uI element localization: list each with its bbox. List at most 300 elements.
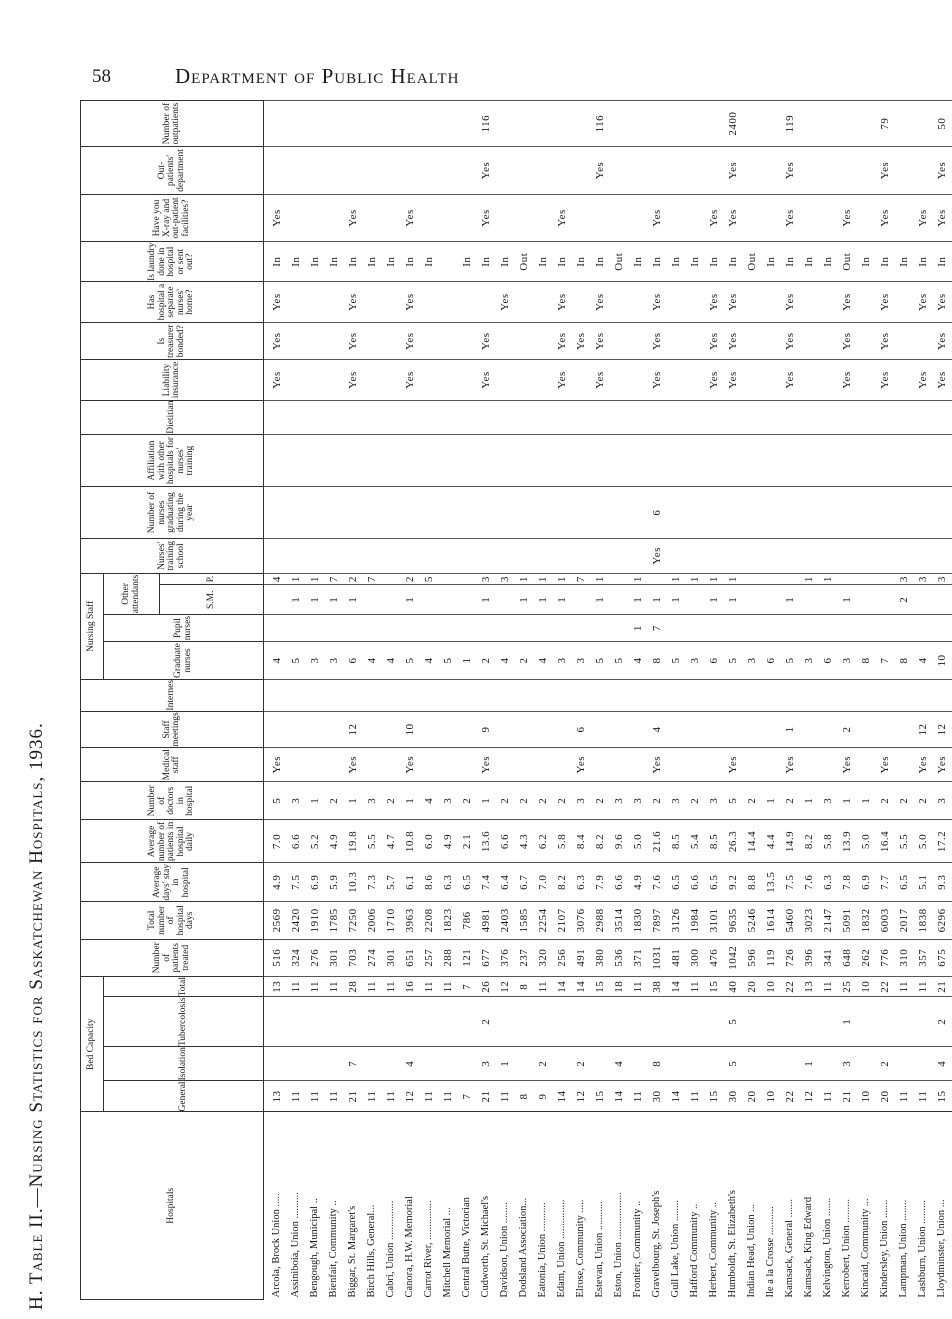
cell-meetings [857,711,876,748]
cell-laundry: In [344,242,363,282]
table-row [553,101,572,1300]
cell-medical [667,748,686,782]
table-row [838,101,857,1300]
cell-medical [534,748,553,782]
table-row [610,101,629,1300]
cell-dietitian [686,400,705,434]
cell-sm: 1 [287,585,306,615]
cell-liability [325,360,344,400]
cell-dietitian [306,400,325,434]
cell-sm: 1 [515,585,534,615]
cell-graduates: 4 [914,642,933,680]
cell-graduates: 3 [800,642,819,680]
cell-bonded [458,322,477,360]
cell-laundry: In [287,242,306,282]
cell-doctors: 2 [325,782,344,820]
page-number: 58 [92,66,111,87]
cell-p: 3 [933,573,952,585]
cell-laundry: In [629,242,648,282]
cell-sm: 1 [724,585,743,615]
cell-outpatients [743,101,762,147]
cell-opd [401,147,420,195]
cell-total: 16 [401,977,420,997]
cell-school [819,538,838,573]
cell-tuberculosis [876,997,895,1047]
cell-outpatients [857,101,876,147]
cell-meetings [629,711,648,748]
cell-meetings [325,711,344,748]
cell-bonded: Yes [477,322,496,360]
cell-general: 11 [819,1081,838,1112]
cell-total: 11 [914,977,933,997]
cell-days: 6296 [933,902,952,939]
cell-sm: 1 [667,585,686,615]
cell-opd [420,147,439,195]
cell-outpatients: 2400 [724,101,743,147]
cell-avg-patients: 19.8 [344,820,363,863]
cell-bonded [287,322,306,360]
cell-pupils [800,615,819,642]
cell-opd [325,147,344,195]
cell-graduating [439,487,458,539]
cell-liability: Yes [838,360,857,400]
cell-laundry: In [781,242,800,282]
cell-meetings [287,711,306,748]
cell-school [629,538,648,573]
cell-doctors: 2 [382,782,401,820]
cell-school [876,538,895,573]
cell-dietitian [914,400,933,434]
cell-graduates: 3 [572,642,591,680]
header-isolation: Isolation [104,1047,264,1081]
cell-outpatients [382,101,401,147]
cell-laundry: In [496,242,515,282]
cell-isolation [667,1047,686,1081]
cell-doctors: 2 [553,782,572,820]
cell-general: 11 [420,1081,439,1112]
cell-total: 7 [458,977,477,997]
cell-general: 11 [439,1081,458,1112]
cell-days: 2208 [420,902,439,939]
cell-bonded [306,322,325,360]
cell-meetings: 12 [344,711,363,748]
cell-xray: Yes [876,194,895,241]
cell-laundry: In [819,242,838,282]
cell-days: 1838 [914,902,933,939]
hospital-name: Humboldt, St. Elizabeth's [724,1112,743,1300]
cell-meetings [876,711,895,748]
cell-outpatients [515,101,534,147]
cell-avg-stay: 7.9 [591,863,610,902]
cell-liability: Yes [401,360,420,400]
cell-total: 11 [382,977,401,997]
cell-patients: 476 [705,939,724,977]
cell-tuberculosis [401,997,420,1047]
cell-avg-stay: 6.3 [572,863,591,902]
cell-avg-stay: 6.3 [439,863,458,902]
cell-pupils [458,615,477,642]
cell-isolation: 3 [477,1047,496,1081]
cell-affiliation [933,434,952,486]
cell-bonded [610,322,629,360]
hospital-name: Lloydminster, Union ... [933,1112,952,1300]
cell-bonded [895,322,914,360]
cell-total: 20 [743,977,762,997]
cell-xray: Yes [914,194,933,241]
cell-liability [363,360,382,400]
cell-graduating [838,487,857,539]
cell-meetings [895,711,914,748]
cell-p: 1 [287,573,306,585]
cell-graduating [819,487,838,539]
cell-sm: 1 [534,585,553,615]
hospital-name: Hafford Community .. [686,1112,705,1300]
cell-avg-patients: 7.0 [264,820,288,863]
cell-graduating [933,487,952,539]
running-head: Department of Public Health [175,64,460,88]
cell-sm [420,585,439,615]
cell-xray [534,194,553,241]
cell-sm [264,585,288,615]
cell-avg-patients: 6.0 [420,820,439,863]
cell-medical: Yes [933,748,952,782]
cell-total: 8 [515,977,534,997]
cell-medical [363,748,382,782]
cell-patients: 301 [325,939,344,977]
cell-avg-stay: 4.9 [629,863,648,902]
cell-dietitian [743,400,762,434]
cell-graduates: 3 [553,642,572,680]
cell-medical: Yes [648,748,667,782]
cell-isolation: 4 [933,1047,952,1081]
cell-internes [534,679,553,711]
cell-avg-stay: 8.8 [743,863,762,902]
hospital-name: Kamsack, General ....... [781,1112,800,1300]
table-row [591,101,610,1300]
cell-meetings: 6 [572,711,591,748]
cell-medical: Yes [838,748,857,782]
hospital-name: Cabri, Union ............... [382,1112,401,1300]
cell-avg-patients: 13.6 [477,820,496,863]
cell-tuberculosis: 5 [724,997,743,1047]
cell-general: 11 [306,1081,325,1112]
header-nursing-staff: Nursing Staff [81,573,104,679]
cell-opd [439,147,458,195]
cell-internes [420,679,439,711]
cell-sm: 1 [553,585,572,615]
cell-general: 20 [876,1081,895,1112]
cell-internes [705,679,724,711]
cell-sm: 1 [325,585,344,615]
cell-internes [895,679,914,711]
table-row [686,101,705,1300]
hospital-name: Assiniboia, Union .......... [287,1112,306,1300]
table-row [629,101,648,1300]
cell-laundry: In [724,242,743,282]
cell-patients: 274 [363,939,382,977]
cell-patients: 677 [477,939,496,977]
cell-bonded [420,322,439,360]
cell-affiliation [743,434,762,486]
cell-opd [629,147,648,195]
cell-graduates: 3 [686,642,705,680]
cell-internes [553,679,572,711]
cell-general: 11 [895,1081,914,1112]
cell-dietitian [838,400,857,434]
cell-affiliation [610,434,629,486]
cell-doctors: 2 [781,782,800,820]
header-average-stay: Average days' stay in hospital [81,863,264,902]
cell-isolation [306,1047,325,1081]
cell-days: 2107 [553,902,572,939]
cell-p: 5 [420,573,439,585]
cell-days: 1823 [439,902,458,939]
cell-graduating [515,487,534,539]
table-row [363,101,382,1300]
cell-bonded [857,322,876,360]
cell-general: 11 [629,1081,648,1112]
cell-outpatients [458,101,477,147]
header-graduating: Number of nurses graduating during the year [81,487,264,539]
cell-graduates: 4 [382,642,401,680]
cell-meetings [800,711,819,748]
cell-days: 1910 [306,902,325,939]
cell-affiliation [382,434,401,486]
cell-total: 11 [325,977,344,997]
cell-patients: 648 [838,939,857,977]
cell-general: 11 [382,1081,401,1112]
cell-avg-stay: 6.4 [496,863,515,902]
cell-avg-patients: 5.4 [686,820,705,863]
cell-pupils [686,615,705,642]
cell-meetings [458,711,477,748]
cell-patients: 1031 [648,939,667,977]
cell-liability [534,360,553,400]
header-p: P. [160,573,264,585]
cell-p: 1 [591,573,610,585]
cell-xray [325,194,344,241]
cell-graduates: 3 [325,642,344,680]
cell-medical [591,748,610,782]
cell-days: 1785 [325,902,344,939]
cell-sm: 1 [705,585,724,615]
cell-liability [800,360,819,400]
cell-affiliation [439,434,458,486]
cell-liability: Yes [477,360,496,400]
cell-affiliation [363,434,382,486]
cell-affiliation [705,434,724,486]
cell-school [515,538,534,573]
cell-school [496,538,515,573]
cell-sm: 1 [344,585,363,615]
cell-outpatients [705,101,724,147]
cell-internes [648,679,667,711]
cell-meetings [724,711,743,748]
cell-pupils: 1 [629,615,648,642]
hospital-name: Elrose, Community ..... [572,1112,591,1300]
cell-graduating [762,487,781,539]
cell-school [420,538,439,573]
cell-sm: 1 [591,585,610,615]
cell-days: 3076 [572,902,591,939]
cell-laundry: Out [610,242,629,282]
cell-liability: Yes [264,360,288,400]
cell-total: 11 [439,977,458,997]
cell-tuberculosis [496,997,515,1047]
table-row [401,101,420,1300]
cell-tuberculosis [382,997,401,1047]
cell-laundry: In [591,242,610,282]
cell-xray [515,194,534,241]
cell-sm: 1 [306,585,325,615]
cell-opd [838,147,857,195]
cell-isolation [914,1047,933,1081]
cell-laundry: Out [838,242,857,282]
cell-total: 21 [933,977,952,997]
cell-dietitian [895,400,914,434]
cell-meetings [363,711,382,748]
cell-school [287,538,306,573]
cell-laundry: Out [743,242,762,282]
table-row [800,101,819,1300]
cell-graduates: 2 [477,642,496,680]
cell-graduating [401,487,420,539]
cell-avg-patients: 8.5 [667,820,686,863]
cell-home: Yes [781,282,800,323]
cell-graduates: 3 [306,642,325,680]
cell-p [439,573,458,585]
cell-avg-patients: 6.6 [496,820,515,863]
cell-affiliation [914,434,933,486]
hospital-name: Frontier, Community .. [629,1112,648,1300]
hospital-name: Davidson, Union ........ [496,1112,515,1300]
cell-avg-stay: 6.5 [667,863,686,902]
hospital-name: Carrot River, ............... [420,1112,439,1300]
cell-sm [686,585,705,615]
cell-xray [287,194,306,241]
cell-p: 2 [344,573,363,585]
cell-isolation [264,1047,288,1081]
cell-laundry: In [534,242,553,282]
cell-xray: Yes [724,194,743,241]
cell-avg-stay: 6.5 [705,863,724,902]
cell-avg-patients: 5.0 [857,820,876,863]
cell-avg-stay: 8.2 [553,863,572,902]
cell-liability: Yes [344,360,363,400]
cell-liability: Yes [781,360,800,400]
cell-home [363,282,382,323]
cell-medical [629,748,648,782]
cell-meetings [686,711,705,748]
cell-sm: 1 [629,585,648,615]
cell-xray [306,194,325,241]
cell-opd [667,147,686,195]
cell-graduating [306,487,325,539]
cell-affiliation [572,434,591,486]
cell-bonded: Yes [781,322,800,360]
cell-school [344,538,363,573]
cell-home [325,282,344,323]
cell-isolation [287,1047,306,1081]
cell-dietitian [724,400,743,434]
cell-liability [287,360,306,400]
cell-meetings [306,711,325,748]
cell-graduating [363,487,382,539]
cell-internes [401,679,420,711]
cell-medical [857,748,876,782]
cell-days: 2420 [287,902,306,939]
cell-graduating [781,487,800,539]
cell-affiliation [876,434,895,486]
cell-bonded [667,322,686,360]
cell-avg-stay: 7.7 [876,863,895,902]
cell-medical: Yes [477,748,496,782]
hospital-name: Lampman, Union ........ [895,1112,914,1300]
cell-graduating [686,487,705,539]
cell-tuberculosis [743,997,762,1047]
cell-home: Yes [496,282,515,323]
cell-doctors: 1 [344,782,363,820]
header-affiliation: Affiliation with other hospitals for nurses' training [81,434,264,486]
cell-laundry: In [686,242,705,282]
cell-patients: 257 [420,939,439,977]
cell-liability [762,360,781,400]
cell-tuberculosis [515,997,534,1047]
cell-p: 7 [363,573,382,585]
cell-p [648,573,667,585]
cell-school [857,538,876,573]
cell-doctors: 1 [401,782,420,820]
cell-home [895,282,914,323]
cell-pupils [895,615,914,642]
cell-home [420,282,439,323]
cell-internes [325,679,344,711]
cell-dietitian [648,400,667,434]
table-row [895,101,914,1300]
cell-affiliation [648,434,667,486]
cell-patients: 376 [496,939,515,977]
cell-opd: Yes [876,147,895,195]
cell-affiliation [629,434,648,486]
cell-medical: Yes [724,748,743,782]
cell-internes [515,679,534,711]
cell-sm [610,585,629,615]
table-row [477,101,496,1300]
cell-patients: 371 [629,939,648,977]
cell-total: 22 [876,977,895,997]
cell-avg-stay: 4.9 [264,863,288,902]
cell-meetings [610,711,629,748]
table-row [667,101,686,1300]
cell-graduating [553,487,572,539]
cell-total: 38 [648,977,667,997]
cell-general: 12 [800,1081,819,1112]
cell-home: Yes [724,282,743,323]
cell-tuberculosis [629,997,648,1047]
hospital-name: Gull Lake, Union ........ [667,1112,686,1300]
cell-pupils [306,615,325,642]
cell-meetings [515,711,534,748]
cell-avg-stay: 9.3 [933,863,952,902]
cell-bonded: Yes [572,322,591,360]
header-tuberculosis: Tubercolosis [104,997,264,1047]
cell-avg-patients: 10.8 [401,820,420,863]
cell-pupils [363,615,382,642]
hospital-name: Kerrobert, Union ......... [838,1112,857,1300]
cell-graduating [591,487,610,539]
cell-home [439,282,458,323]
header-internes: Internes [81,679,264,711]
